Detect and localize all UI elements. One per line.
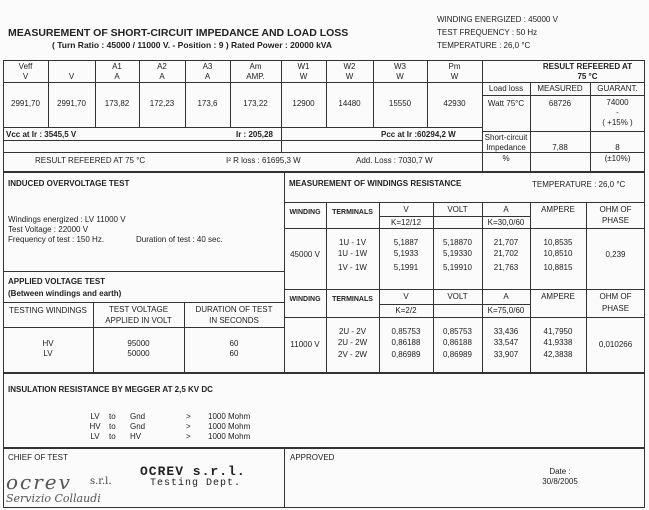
table-cell: 10,8510	[543, 249, 573, 258]
table-cell: 33,547	[493, 338, 519, 347]
terminal: 2U - 2W	[337, 338, 368, 347]
ins-cell: HV	[130, 432, 142, 441]
add-loss: Add. Loss : 7030,7 W	[356, 156, 433, 165]
logo-mark: ocrev	[6, 470, 72, 494]
sc-measured: 7,88	[552, 143, 568, 152]
col-header: W3	[394, 62, 406, 71]
vcc-value: Vcc at Ir : 3545,5 V	[6, 130, 77, 139]
table-cell: 21,702	[493, 249, 519, 258]
terminal: 1U - 1V	[338, 238, 367, 247]
table-cell: HV	[42, 339, 54, 348]
col-header: Am	[249, 62, 262, 71]
table-cell: 41,9338	[543, 338, 573, 347]
table-cell: 33,436	[493, 327, 519, 336]
res-header: VOLT	[447, 205, 468, 214]
res-header: WINDING	[289, 296, 321, 303]
ins-cell: to	[109, 412, 116, 421]
res-header: TERMINALS	[332, 296, 373, 303]
table-cell: 50000	[127, 349, 150, 358]
header-temperature: TEMPERATURE : 26,0 °C	[437, 41, 531, 50]
col-measured: MEASURED	[537, 84, 583, 93]
table-cell: 42,3838	[543, 350, 573, 359]
res-header: AMPERE	[541, 292, 575, 301]
table-cell: 33,907	[493, 350, 519, 359]
col-header: A2	[157, 62, 167, 71]
ir-value: Ir : 205,28	[236, 130, 273, 139]
col-unit: W	[450, 72, 459, 81]
report-subtitle: ( Turn Ratio : 45000 / 11000 V. - Position : 9 ) Rated Power : 20000 kVA	[52, 40, 332, 50]
res-header: V	[403, 292, 409, 301]
table-cell: 5,1991	[393, 263, 419, 272]
table-cell: 173,82	[104, 99, 130, 108]
table-cell: 14480	[338, 99, 361, 108]
col-unit: A	[114, 72, 120, 81]
date-label: Date :	[549, 467, 571, 476]
resistance-temperature: TEMPERATURE : 26,0 °C	[532, 180, 626, 189]
winding-energized: WINDING ENERGIZED : 45000 V	[437, 15, 558, 24]
ins-cell: Gnd	[130, 412, 146, 421]
table-cell: 60	[229, 339, 239, 348]
ins-cell: LV	[90, 412, 100, 421]
result-box-temp: 75 °C	[577, 72, 598, 81]
k-factor: K=2/2	[395, 306, 417, 315]
ins-cell: LV	[90, 432, 100, 441]
table-cell: 95000	[127, 339, 150, 348]
stamp-name: OCREV s.r.l.	[140, 464, 246, 479]
table-cell: 0,86989	[443, 350, 472, 359]
table-cell: 173,6	[197, 99, 218, 108]
res-header: OHM OF	[599, 292, 632, 301]
res-header: PHASE	[601, 216, 630, 225]
ins-cell: to	[109, 422, 116, 431]
ins-cell: >	[186, 432, 191, 441]
result-referred: RESULT REFEERED AT 75 °C	[35, 156, 146, 165]
report-title: MEASUREMENT OF SHORT-CIRCUIT IMPEDANCE AND LOAD LOSS	[8, 27, 349, 39]
table-cell: 0,86188	[391, 338, 421, 347]
res-header: A	[503, 205, 509, 214]
sc-unit: %	[502, 154, 510, 163]
col-guarant: GUARANT.	[597, 84, 638, 93]
table-cell: 10,8815	[543, 263, 573, 272]
table-cell: 5,19330	[443, 249, 472, 258]
ins-cell: 1000 Mohm	[208, 412, 251, 421]
applied-col: TEST VOLTAGE	[108, 305, 169, 314]
table-cell: 42930	[443, 99, 466, 108]
table-cell: 10,8535	[543, 238, 573, 247]
table-cell: 15550	[388, 99, 412, 108]
col-header: A3	[202, 62, 213, 71]
induced-duration: Duration of test : 40 sec.	[136, 235, 223, 244]
table-cell: 0,85753	[443, 327, 472, 336]
induced-line: Windings energized : LV 11000 V	[8, 215, 126, 224]
ins-cell: to	[109, 432, 116, 441]
table-cell: 0,85753	[391, 327, 421, 336]
col-unit: A	[204, 72, 211, 81]
ins-cell: >	[186, 422, 191, 431]
i2r-loss: I² R loss : 61695,3 W	[226, 156, 301, 165]
col-unit: W	[396, 72, 404, 81]
load-loss-guarant-dash: -	[616, 108, 619, 117]
load-loss-tolerance: ( +15% )	[602, 118, 633, 127]
sc-tolerance: (±10%)	[604, 154, 631, 163]
table-cell: 173,22	[243, 99, 268, 108]
stamp-dept: Testing Dept.	[150, 478, 242, 489]
res-header: PHASE	[601, 304, 630, 313]
induced-line: Test Voltage : 22000 V	[8, 225, 89, 234]
ohm-lv: 0,010266	[598, 340, 633, 349]
table-cell: LV	[43, 349, 53, 358]
applied-subtitle: (Between windings and earth)	[8, 289, 122, 298]
terminal: 1V - 1W	[338, 263, 367, 272]
k-factor: K=12/12	[390, 218, 422, 227]
load-loss-guarant: 74000	[606, 98, 629, 107]
ins-cell: >	[186, 412, 191, 421]
col-unit: V	[22, 72, 29, 81]
res-header: WINDING	[289, 209, 321, 216]
sc-guarant: 8	[615, 143, 620, 152]
res-header: A	[503, 292, 509, 301]
table-cell: 21,763	[493, 263, 519, 272]
load-loss-unit: Watt 75°C	[487, 99, 525, 108]
col-header: A1	[112, 62, 122, 71]
col-header: Veff	[18, 62, 33, 71]
sc-label: Impedance	[486, 143, 526, 152]
col-unit: W	[345, 72, 354, 81]
winding-lv: 11000 V	[290, 340, 320, 349]
ohm-hv: 0,239	[605, 250, 626, 259]
col-unit: AMP.	[246, 72, 265, 81]
table-cell: 60	[229, 349, 239, 358]
res-header: VOLT	[447, 292, 468, 301]
terminal: 2V - 2W	[338, 350, 367, 359]
res-header: TERMINALS	[332, 209, 373, 216]
res-header: V	[403, 205, 409, 214]
col-header: Pm	[448, 62, 461, 71]
terminal: 1U - 1W	[337, 249, 368, 258]
load-loss-label: Load loss	[488, 84, 524, 93]
induced-line: Frequency of test : 150 Hz.	[8, 235, 105, 244]
table-cell: 2991,70	[11, 99, 40, 108]
table-cell: 5,18870	[443, 238, 472, 247]
col-header: W1	[297, 62, 310, 71]
col-unit: V	[68, 72, 75, 81]
table-cell: 172,23	[149, 99, 175, 108]
applied-col: DURATION OF TEST	[195, 305, 273, 314]
applied-col: TESTING WINDINGS	[9, 306, 87, 315]
table-cell: 41,7950	[543, 327, 573, 336]
table-cell: 0,86188	[443, 338, 472, 347]
applied-title: APPLIED VOLTAGE TEST	[8, 277, 106, 286]
table-cell: 0,86989	[391, 350, 421, 359]
applied-col: IN SECONDS	[209, 316, 259, 325]
table-cell: 5,1887	[393, 238, 419, 247]
col-unit: A	[159, 72, 165, 81]
sc-label: Short-circuit	[484, 133, 528, 142]
winding-hv: 45000 V	[290, 250, 320, 259]
load-loss-measured: 68726	[548, 99, 572, 108]
insulation-title: INSULATION RESISTANCE BY MEGGER AT 2,5 KV DC	[8, 385, 213, 394]
induced-title: INDUCED OVERVOLTAGE TEST	[8, 179, 130, 188]
ins-cell: Gnd	[130, 422, 146, 431]
logo-srl: s.r.l.	[90, 476, 112, 487]
table-cell: 21,707	[493, 238, 519, 247]
date-value: 30/8/2005	[542, 477, 578, 486]
signature: Servizio Collaudi	[6, 492, 101, 505]
table-cell: 12900	[292, 99, 315, 108]
table-cell: 5,1933	[393, 249, 419, 258]
k-factor: K=75,0/60	[487, 306, 525, 315]
resistance-title: MEASUREMENT OF WINDINGS RESISTANCE	[289, 179, 462, 188]
chief-of-test: CHIEF OF TEST	[8, 453, 68, 462]
pcc-value: Pcc at Ir :60294,2 W	[381, 130, 456, 139]
res-header: OHM OF	[599, 205, 632, 214]
ins-cell: HV	[89, 422, 101, 431]
res-header: AMPERE	[541, 205, 575, 214]
result-box-title: RESULT REFEERED AT	[542, 62, 633, 71]
terminal: 2U - 2V	[338, 327, 367, 336]
table-cell: 2991,70	[57, 99, 86, 108]
col-unit: W	[299, 72, 308, 81]
k-factor: K=30,0/60	[487, 218, 525, 227]
col-header: W2	[343, 62, 356, 71]
approved-label: APPROVED	[290, 453, 335, 462]
ins-cell: 1000 Mohm	[208, 432, 251, 441]
test-frequency: TEST FREQUENCY : 50 Hz	[437, 28, 538, 37]
ins-cell: 1000 Mohm	[208, 422, 251, 431]
applied-col: APPLIED IN VOLT	[105, 316, 172, 325]
table-cell: 5,19910	[443, 263, 472, 272]
